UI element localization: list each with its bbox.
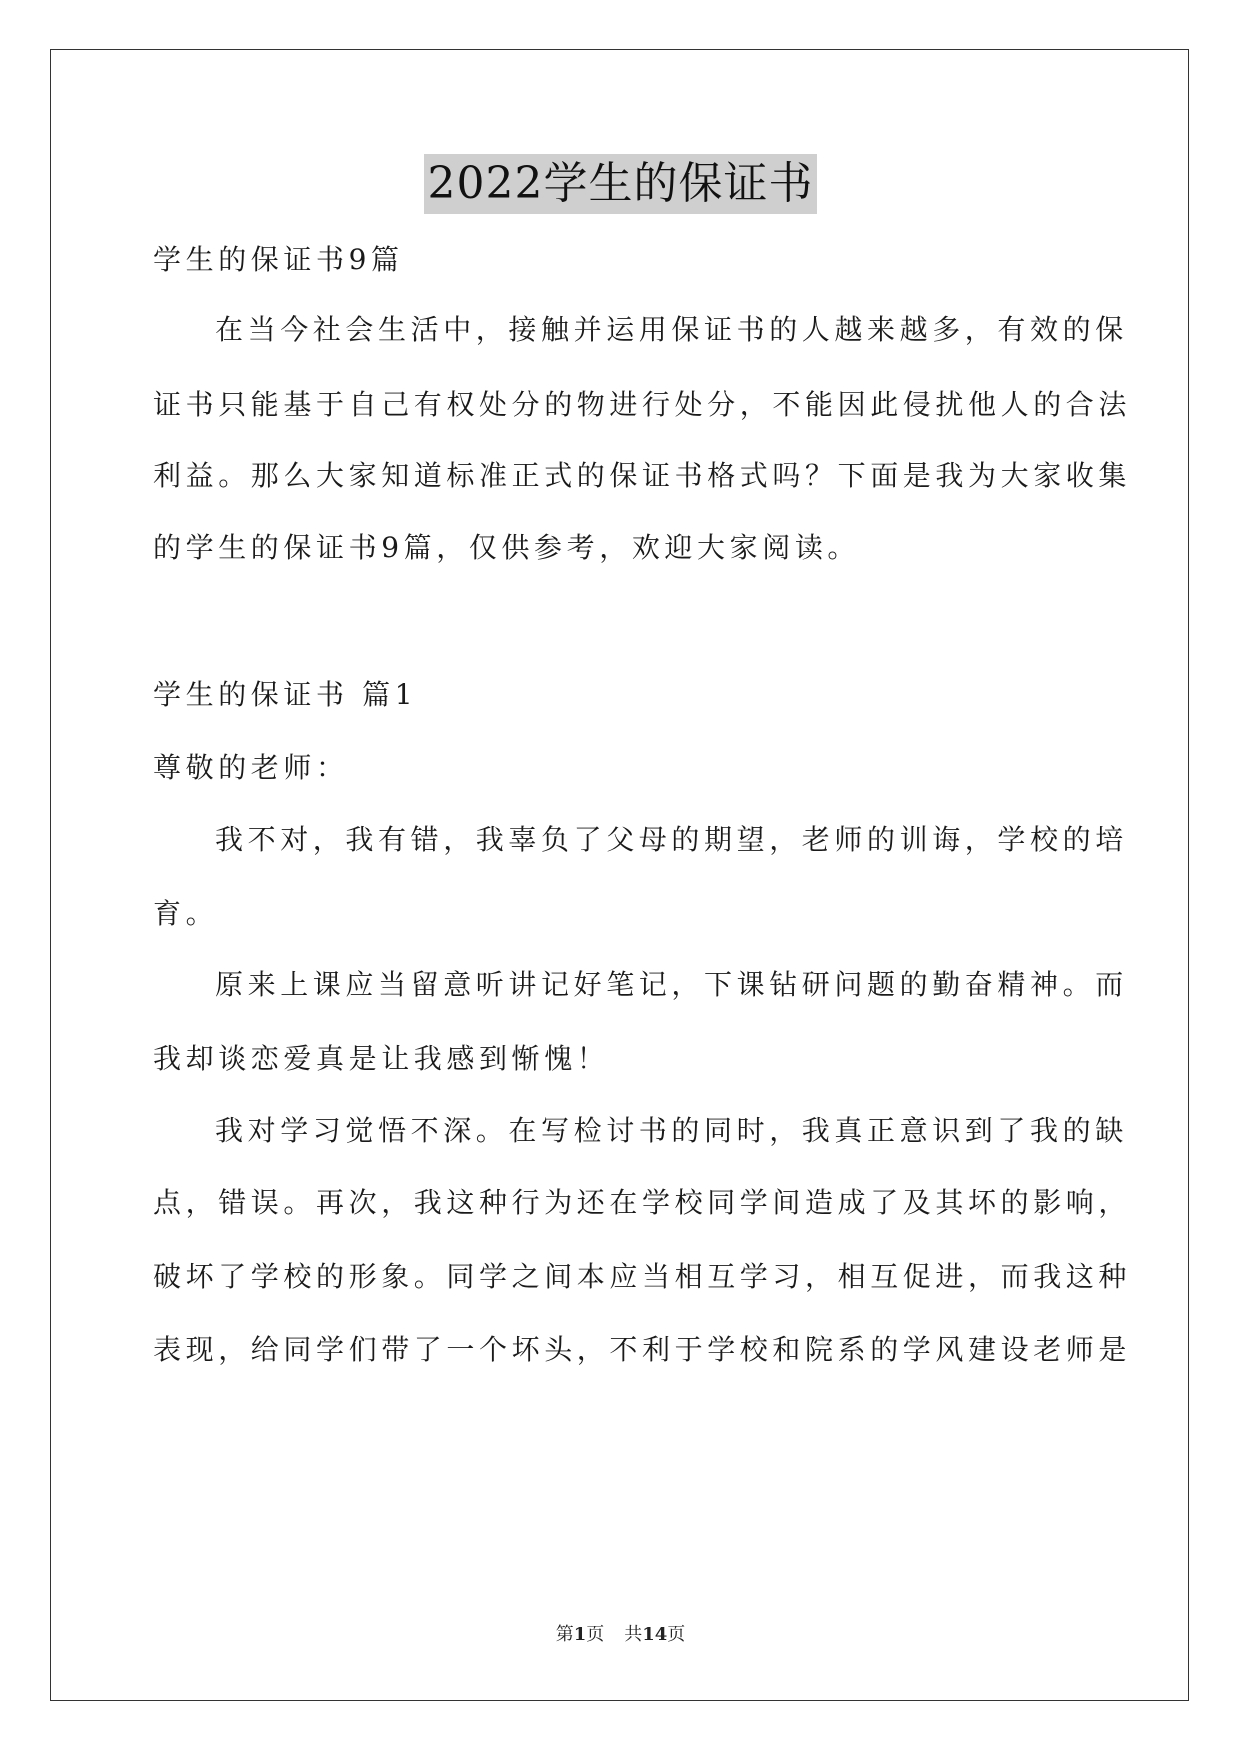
section-heading: 学生的保证书 篇1 [153, 678, 418, 711]
page-prefix: 第 [555, 1624, 574, 1645]
page-suffix: 页 [586, 1624, 605, 1645]
intro-paragraph-line: 在当今社会生活中，接触并运用保证书的人越来越多，有效的保 [215, 313, 1128, 346]
body-paragraph-line: 我对学习觉悟不深。在写检讨书的同时，我真正意识到了我的缺 [215, 1114, 1128, 1147]
body-paragraph-line: 我不对，我有错，我辜负了父母的期望，老师的训诲，学校的培 [215, 823, 1128, 856]
body-paragraph-line: 表现，给同学们带了一个坏头，不利于学校和院系的学风建设老师是 [153, 1333, 1132, 1366]
salutation: 尊敬的老师： [153, 751, 349, 784]
page-border [50, 49, 1189, 1701]
total-page-count: 14 [642, 1624, 668, 1645]
body-paragraph-line: 破坏了学校的形象。同学之间本应当相互学习，相互促进，而我这种 [153, 1260, 1132, 1293]
body-paragraph-line: 我却谈恋爱真是让我感到惭愧！ [153, 1042, 610, 1075]
document-title: 2022学生的保证书 [424, 154, 818, 214]
intro-paragraph-line: 利益。那么大家知道标准正式的保证书格式吗？下面是我为大家收集 [153, 459, 1132, 492]
subtitle-line: 学生的保证书9篇 [153, 243, 404, 276]
total-prefix: 共 [624, 1624, 643, 1645]
body-paragraph-line: 原来上课应当留意听讲记好笔记，下课钻研问题的勤奋精神。而 [215, 968, 1128, 1001]
page-footer [0, 1623, 1241, 1647]
body-paragraph-line: 点，错误。再次，我这种行为还在学校同学间造成了及其坏的影响， [153, 1186, 1132, 1219]
intro-paragraph-line: 的学生的保证书9篇，仅供参考，欢迎大家阅读。 [153, 531, 861, 564]
body-paragraph-line: 育。 [153, 897, 219, 930]
title-container [0, 154, 1241, 214]
intro-paragraph-line: 证书只能基于自己有权处分的物进行处分，不能因此侵扰他人的合法 [153, 388, 1132, 421]
total-suffix: 页 [667, 1624, 686, 1645]
current-page-number: 1 [573, 1624, 587, 1645]
